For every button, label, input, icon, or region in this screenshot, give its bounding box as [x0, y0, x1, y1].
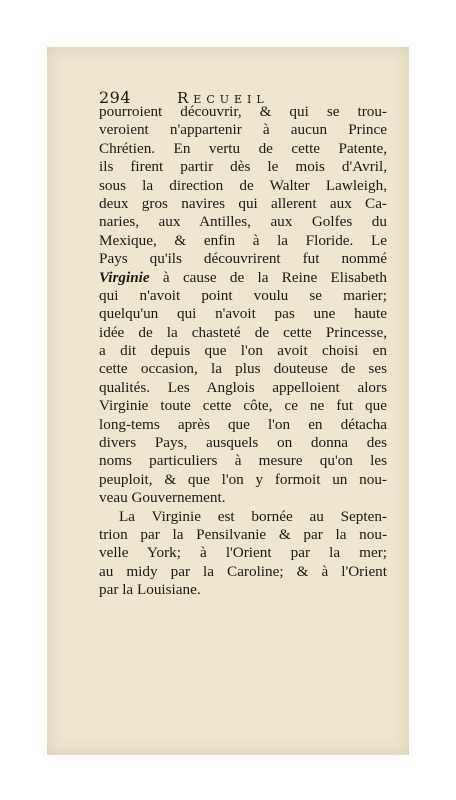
line-text: Virginie toute cette côte, ce ne fut que: [99, 397, 387, 415]
text-line: [99, 397, 387, 415]
line-text: au midy par la Caroline; & à l'Orient: [99, 562, 387, 580]
text-line: [99, 544, 387, 562]
line-text: par la Louisiane.: [99, 581, 201, 599]
line-text: idée de la chasteté de cette Princesse,: [99, 323, 387, 341]
text-line: [99, 508, 387, 526]
text-line: [99, 379, 387, 397]
text-line: [99, 140, 387, 158]
text-line: [99, 287, 387, 305]
line-text: noms particuliers à mesure qu'on les: [99, 452, 387, 470]
text-line: [99, 177, 387, 195]
text-line: [99, 581, 387, 599]
line-text: Pays qu'ils découvrirent fut nommé: [99, 250, 387, 268]
body-text: [99, 103, 387, 600]
text-line: [99, 232, 387, 250]
running-title: Recueil: [177, 89, 269, 107]
book-page: [47, 47, 409, 755]
text-line: [99, 324, 387, 342]
line-text: qui n'avoit point voulu se marier;: [99, 286, 387, 304]
text-line: [99, 103, 387, 121]
text-line: [99, 452, 387, 470]
line-text: deux gros navires qui allerent aux Ca-: [99, 194, 387, 212]
text-line: [99, 305, 387, 323]
text-line: [99, 489, 387, 507]
page-number: 294: [99, 88, 132, 107]
line-text: Chrétien. En vertu de cette Patente,: [99, 139, 387, 157]
line-text: quelqu'un qui n'avoit pas une haute: [99, 305, 387, 323]
text-line: [99, 195, 387, 213]
line-text: cette occasion, la plus douteuse de ses: [99, 360, 387, 378]
line-text: velle York; à l'Orient par la mer;: [99, 544, 387, 562]
text-line: [99, 158, 387, 176]
text-line: [99, 213, 387, 231]
line-text: trion par la Pensilvanie & par la nou-: [99, 525, 387, 543]
line-text: divers Pays, ausquels on donna des: [99, 434, 387, 452]
line-text: veroient n'appartenir à aucun Prince: [99, 121, 387, 139]
text-line: [99, 416, 387, 434]
line-text: Mexique, & enfin à la Floride. Le: [99, 231, 387, 249]
text-line: [99, 250, 387, 268]
line-text: peuploit, & que l'on y formoit un nou-: [99, 470, 387, 488]
line-text: a dit depuis que l'on avoit choisi en: [99, 342, 387, 360]
line-text: à cause de la Reine Elisabeth: [149, 268, 387, 286]
line-text: long-tems après que l'on en détacha: [99, 415, 387, 433]
text-line: [99, 360, 387, 378]
text-line: [99, 121, 387, 139]
text-line: [99, 434, 387, 452]
line-text: naries, aux Antilles, aux Golfes du: [99, 213, 387, 231]
line-text: La Virginie est bornée au Septen-: [119, 507, 387, 525]
line-text: ils firent partir dès le mois d'Avril,: [99, 158, 387, 176]
text-line: [99, 526, 387, 544]
text-line: [99, 471, 387, 489]
italic-word: Virginie: [99, 268, 150, 286]
line-text: sous la direction de Walter Lawleigh,: [99, 176, 387, 194]
line-text: qualités. Les Anglois appelloient alors: [99, 378, 387, 396]
line-text: pourroient découvrir, & qui se trou-: [99, 103, 387, 120]
text-line: [99, 269, 387, 287]
line-text: veau Gouvernement.: [99, 489, 226, 507]
text-line: [99, 342, 387, 360]
text-line: [99, 563, 387, 581]
